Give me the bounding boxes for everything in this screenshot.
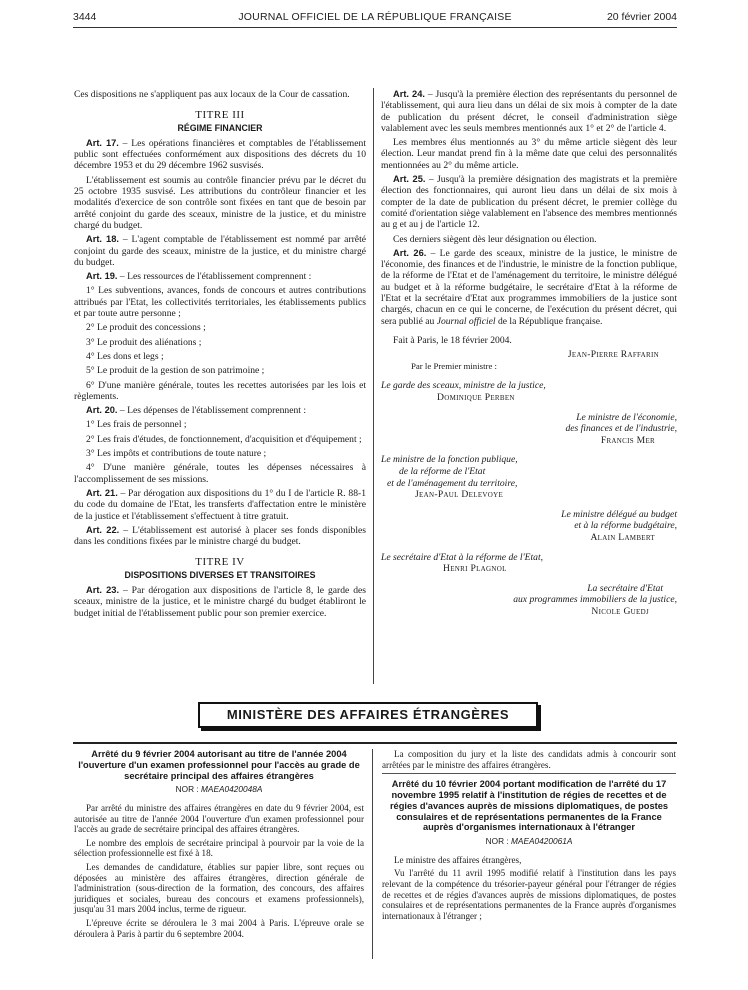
list-item: 6° D'une manière générale, toutes les recettes autorisées par les lois et règlements. xyxy=(74,379,366,402)
article-25: Art. 25. – Jusqu'à la première désignation des magistrats et la première élection des fonctionnaires, qui auront lieu dans un délai de six mois à compter de la date de publication du présent décret, le premier collège du comité d'orientation siège valablement en l'absence des membres mentionnés au g et au j de l'article 12. xyxy=(381,174,677,231)
column-divider xyxy=(372,749,373,959)
list-item: 3° Les impôts et contributions de toute nature ; xyxy=(86,448,267,460)
list-item: 2° Le produit des concessions ; xyxy=(86,322,206,334)
article-17: Art. 17. – Les opérations financières et comptables de l'établissement public sont effectuées conformément aux dispositions des décrets du 10 décembre 1953 et du 29 décembre 1962 susvisés. xyxy=(74,137,366,172)
signatory-title: Le secrétaire d'Etat à la réforme de l'Etat, xyxy=(381,551,544,563)
list-item: 1° Les subventions, avances, fonds de concours et autres contributions attribués par l'Etat, les collectivités territoriales, les établissements publics et par toute autre personne ; xyxy=(74,285,366,320)
article-label: Art. 24. xyxy=(393,89,425,99)
article-18: Art. 18. – L'agent comptable de l'établissement est nommé par arrêté conjoint du garde des sceaux, ministre de la justice, et du ministre chargé du budget. xyxy=(74,234,366,268)
article-23: Art. 23. – Par dérogation aux dispositions de l'article 8, le garde des sceaux, ministre de la justice, et le ministre chargé du budget établiront le budget initial de l'établissement public pour son premier exercice. xyxy=(74,584,366,619)
article-label: Art. 21. xyxy=(86,487,118,498)
titre-3-subheading: RÉGIME FINANCIER xyxy=(177,122,263,133)
article-17-paragraph-2: L'établissement est soumis au contrôle financier prévu par le décret du 25 octobre 1935 susvisé. Les attributions du contrôleur financier et les modalités d'exercice de son contrôle sont fixées en tant que de besoin par arrêté conjoint du garde des sceaux, ministre de la justice, et du ministre chargé du budget. xyxy=(74,174,366,231)
signatory-title: Le garde des sceaux, ministre de la justice, xyxy=(381,380,546,392)
article-26: Art. 26. – Le garde des sceaux, ministre de la justice, le ministre de l'économie, des finances et de l'industrie, le ministre de la fonction publique, de la réforme de l'Etat et de l'aménagement du territoire, le ministre délégué au budget et à la réforme budgétaire, le secrétaire d'Etat à la réforme de l'Etat et la secrétaire d'Etat aux programmes immobiliers de la justice sont chargés, chacun en ce qui le concerne, de l'exécution du présent décret, qui sera publié au Journal officiel de la République française. xyxy=(381,247,677,327)
bottom-right-column xyxy=(382,749,676,924)
signatory-name: Dominique Perben xyxy=(437,392,515,404)
decree-title: Arrêté du 10 février 2004 portant modification de l'arrêté du 17 novembre 1995 relatif à l'institution de régies de recettes et de régies d'avances auprès de missions diplomatiques, de postes consulaires et de représentations permanentes de la France auprès d'organismes internationaux à l'étranger xyxy=(389,779,669,833)
paragraph: Les demandes de candidature, établies sur papier libre, sont reçues ou déposées au ministère des affaires étrangères, direction générale de l'administration (sous-direction de la formation, des concours, des affaires juridiques et sociales, bureau des concours et examens professionnels), jusqu'au 31 mars 2004 inclus, terme de rigueur. xyxy=(74,861,364,915)
signatory-title: et à la réforme budgétaire, xyxy=(574,520,677,532)
nor-reference: NOR : MAEA0420048A xyxy=(175,784,263,795)
paragraph: La composition du jury et la liste des candidats admis à concourir sont arrêtées par le ministre des affaires étrangères. xyxy=(382,749,676,770)
list-item: 1° Les frais de personnel ; xyxy=(86,419,187,431)
article-label: Art. 18. xyxy=(86,234,119,245)
signatory-name: Alain Lambert xyxy=(590,531,655,543)
article-24-paragraph-2: Les membres élus mentionnés au 3° du même article siègent dès leur élection. Leur mandat prend fin à la même date que celui des personnalités mentionnées au 2° du même article. xyxy=(381,137,677,171)
list-item: 4° Les dons et legs ; xyxy=(86,350,164,362)
signatory-name: Jean-Pierre Raffarin xyxy=(567,349,659,361)
paragraph: Vu l'arrêté du 11 avril 1995 modifié relatif à l'institution dans les pays relevant de la compétence du trésorier-payeur général pour l'étranger de régies de recettes et de régies d'avances auprès de missions diplomatiques, de postes consulaires et de représentations permanentes de la France auprès d'organismes internationaux à l'étranger ; xyxy=(382,868,676,921)
bottom-left-column xyxy=(74,749,364,942)
list-item: 2° Les frais d'études, de fonctionnement, d'acquisition et d'équipement ; xyxy=(86,433,362,445)
signatory-name: Henri Plagnol xyxy=(443,563,507,575)
signatory-name: Jean-Paul Delevoye xyxy=(415,489,504,501)
nor-reference: NOR : MAEA0420061A xyxy=(485,836,573,847)
article-label: Art. 22. xyxy=(86,524,120,535)
article-25-paragraph-2: Ces derniers siègent dès leur désignation ou élection. xyxy=(393,233,597,245)
issue-date: 20 février 2004 xyxy=(606,11,677,23)
article-label: Art. 23. xyxy=(86,584,120,595)
article-label: Art. 17. xyxy=(86,137,119,148)
page-header xyxy=(73,11,677,27)
signatory-title: des finances et de l'industrie, xyxy=(565,423,677,435)
signatory-title: de la réforme de l'Etat xyxy=(399,465,486,477)
paragraph: Le nombre des emplois de secrétaire principal à pourvoir par la voie de la sélection professionnelle est fixé à 18. xyxy=(74,837,364,859)
signatory-title: Le ministre de la fonction publique, xyxy=(381,454,518,466)
signatory-title: Le ministre délégué au budget xyxy=(561,508,677,520)
article-label: Art. 25. xyxy=(393,174,426,185)
section-rule xyxy=(73,742,677,744)
article-label: Art. 19. xyxy=(86,271,118,282)
list-item: 5° Le produit de la gestion de son patrimoine ; xyxy=(86,365,265,377)
article-22: Art. 22. – L'établissement est autorisé à placer ses fonds disponibles dans les conditions fixées par le ministre chargé du budget. xyxy=(74,524,366,548)
signature-intro: Par le Premier ministre : xyxy=(411,360,497,371)
paragraph: Par arrêté du ministre des affaires étrangères en date du 9 février 2004, est autorisée au titre de l'année 2004 l'ouverture d'un examen professionnel pour l'accès au grade de secrétaire principal des affaires étrangères. xyxy=(74,802,364,835)
paragraph: Le ministre des affaires étrangères, xyxy=(394,854,522,865)
header-rule xyxy=(73,27,677,28)
left-column xyxy=(74,89,366,622)
article-20: Art. 20. – Les dépenses de l'établissement comprennent : xyxy=(86,405,307,417)
signature-date: Fait à Paris, le 18 février 2004. xyxy=(393,334,512,346)
decree-title: Arrêté du 9 février 2004 autorisant au titre de l'année 2004 l'ouverture d'un examen professionnel pour l'accès au grade de secrétaire principal des affaires étrangères xyxy=(78,749,360,781)
separator xyxy=(382,773,676,774)
page-number: 3444 xyxy=(73,11,97,23)
signatory-name: Nicole Guedj xyxy=(591,605,649,617)
column-divider xyxy=(373,88,374,684)
titre-4-heading: TITRE IV xyxy=(195,556,245,569)
article-label: Art. 20. xyxy=(86,405,118,416)
article-21: Art. 21. – Par dérogation aux dispositions du 1° du I de l'article R. 88-1 du code du domaine de l'Etat, les transferts d'affectation entre le ministère de la justice et l'établissement s'effectuent à titre gratuit. xyxy=(74,487,366,522)
journal-title: JOURNAL OFFICIEL DE LA RÉPUBLIQUE FRANÇAISE xyxy=(238,11,512,23)
signatory-name: Francis Mer xyxy=(600,434,655,446)
signatory-title: La secrétaire d'Etat xyxy=(587,582,663,594)
list-item: 3° Le produit des aliénations ; xyxy=(86,336,202,348)
titre-4-subheading: DISPOSITIONS DIVERSES ET TRANSITOIRES xyxy=(124,569,316,580)
paragraph: L'épreuve écrite se déroulera le 3 mai 2004 à Paris. L'épreuve orale se déroulera à Paris à partir du 6 septembre 2004. xyxy=(74,917,364,939)
signatory-title: Le ministre de l'économie, xyxy=(576,411,677,423)
titre-3-heading: TITRE III xyxy=(195,109,245,122)
signatory-title: aux programmes immobiliers de la justice, xyxy=(513,594,677,606)
article-19: Art. 19. – Les ressources de l'établissement comprennent : xyxy=(86,271,312,283)
article-label: Art. 26. xyxy=(393,247,427,258)
signatory-title: et de l'aménagement du territoire, xyxy=(387,477,518,489)
ministry-banner: MINISTÈRE DES AFFAIRES ÉTRANGÈRES xyxy=(198,702,538,728)
right-column xyxy=(381,89,677,618)
article-24: Art. 24. – Jusqu'à la première élection des représentants du personnel de l'établissement, qui aura lieu dans un délai de six mois à compter de la date de publication du présent décret, le conseil d'administration siège valablement avec les seuls membres mentionnés aux 1° et 2° de l'article 4. xyxy=(381,89,677,134)
intro-paragraph: Ces dispositions ne s'appliquent pas aux locaux de la Cour de cassation. xyxy=(74,89,350,100)
list-item: 4° D'une manière générale, toutes les dépenses nécessaires à l'accomplissement de ses missions. xyxy=(74,462,366,485)
